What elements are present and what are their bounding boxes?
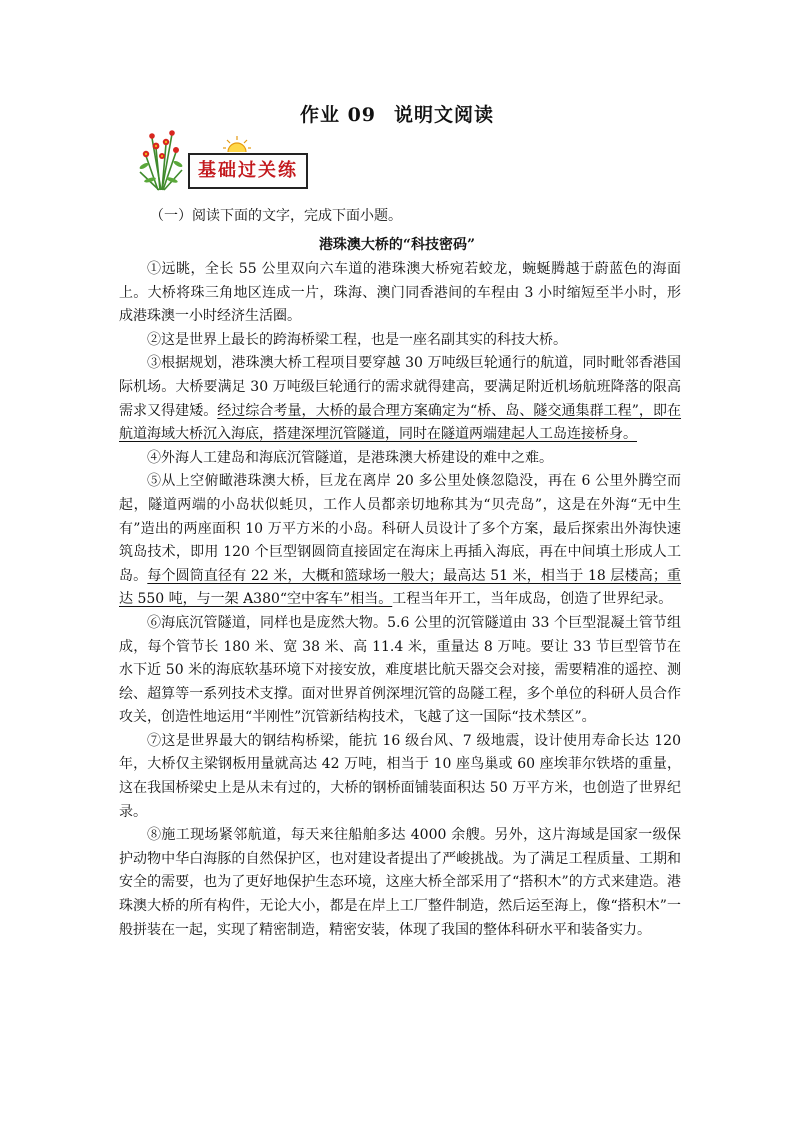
section-instruction: （一）阅读下面的文字，完成下面小题。 — [150, 208, 402, 224]
paragraph-5-text: ⑤从上空俯瞰港珠澳大桥，巨龙在离岸 20 多公里处倏忽隐没，再在 6 公里外腾空而起，隧道两端的小岛状似蚝贝，工作人员都亲切地称其为“贝壳岛”，这是在外海“无中生有”造出的两座面积 10 万平方米的小岛。科研人员设计了多个方案，最后探索出外海快速筑岛技术，即用 120 个巨型钢圆筒直接固定在海床上再插入海底，再在中间填土形成人工岛。 — [119, 473, 681, 584]
paragraph-7: ⑦这是世界最大的钢结构桥梁，能抗 16 级台风、7 级地震，设计使用寿命长达 120 年，大桥仅主梁钢板用量就高达 42 万吨，相当于 10 座鸟巢或 60 座埃菲尔铁塔的重量，这在我国桥梁史上是从未有过的，大桥的钢桥面铺装面积达 50 万平方米，也创造了世界纪录。 — [119, 732, 681, 820]
article-body — [119, 258, 681, 942]
assignment-topic: 说明文阅读 — [394, 104, 495, 126]
badge-label: 基础过关练 — [198, 160, 298, 181]
page-title — [0, 100, 794, 127]
paragraph-3-text: ③根据规划，港珠澳大桥工程项目要穿越 30 万吨级巨轮通行的航道，同时毗邻香港国际机场。大桥要满足 30 万吨级巨轮通行的需求就得建高，要满足附近机场航班降落的限高需求又得建矮。 — [119, 355, 681, 419]
assignment-number: 作业 09 — [299, 104, 377, 126]
paragraph-5 — [119, 470, 681, 612]
paragraph-1: ①远眺，全长 55 公里双向六车道的港珠澳大桥宛若蛟龙，蜿蜒腾越于蔚蓝色的海面上。大桥将珠三角地区连成一片，珠海、澳门同香港间的车程由 3 小时缩短至半小时，形成港珠澳一小时经济生活圈。 — [119, 261, 681, 325]
paragraph-4: ④外海人工建岛和海底沉管隧道，是港珠澳大桥建设的难中之难。 — [147, 449, 553, 466]
paragraph-5-underlined: 每个圆筒直径有 22 米，大概和篮球场一般大；最高达 51 米，相当于 18 层楼高；重达 550 吨，与一架 A380“空中客车”相当。 — [119, 567, 681, 608]
article-title: 港珠澳大桥的“科技密码” — [318, 237, 476, 253]
paragraph-5-after: 工程当年开工，当年成岛，创造了世界纪录。 — [392, 591, 673, 608]
section-badge — [132, 126, 312, 192]
paragraph-3-underlined: 经过综合考量，大桥的最合理方案确定为“桥、岛、隧交通集群工程”，即在航道海域大桥沉入海底，搭建深埋沉管隧道，同时在隧道两端建起人工岛连接桥身。 — [119, 402, 682, 443]
badge-box — [188, 153, 308, 189]
sun-icon — [222, 134, 252, 154]
paragraph-2: ②这是世界上最长的跨海桥梁工程，也是一座名副其实的科技大桥。 — [147, 331, 567, 348]
paragraph-8: ⑧施工现场紧邻航道，每天来往船舶多达 4000 余艘。另外，这片海域是国家一级保护动物中华白海豚的自然保护区，也对建设者提出了严峻挑战。为了满足工程质量、工期和安全的需要，也为了更好地保护生态环境，这座大桥全部采用了“搭积木”的方式来建造。港珠澳大桥的所有构件，无论大小，都是在岸上工厂整件制造，然后运至海上，像“搭积木”一般拼装在一起，实现了精密制造，精密安装，体现了我国的整体科研水平和装备实力。 — [119, 827, 681, 938]
paragraph-6: ⑥海底沉管隧道，同样也是庞然大物。5.6 公里的沉管隧道由 33 个巨型混凝土管节组成，每个管节长 180 米、宽 38 米、高 11.4 米，重量达 8 万吨。要让 33 节巨型管节在水下近 50 米的海底软基环境下对接安放，难度堪比航天器交会对接，需要精准的遥控、测绘、超算等一系列技术支撑。面对世界首例深埋沉管的岛隧工程，多个单位的科研人员合作攻关，创造性地运用“半刚性”沉管新结构技术，飞越了这一国际“技术禁区”。 — [119, 614, 681, 726]
paragraph-3 — [119, 352, 681, 446]
